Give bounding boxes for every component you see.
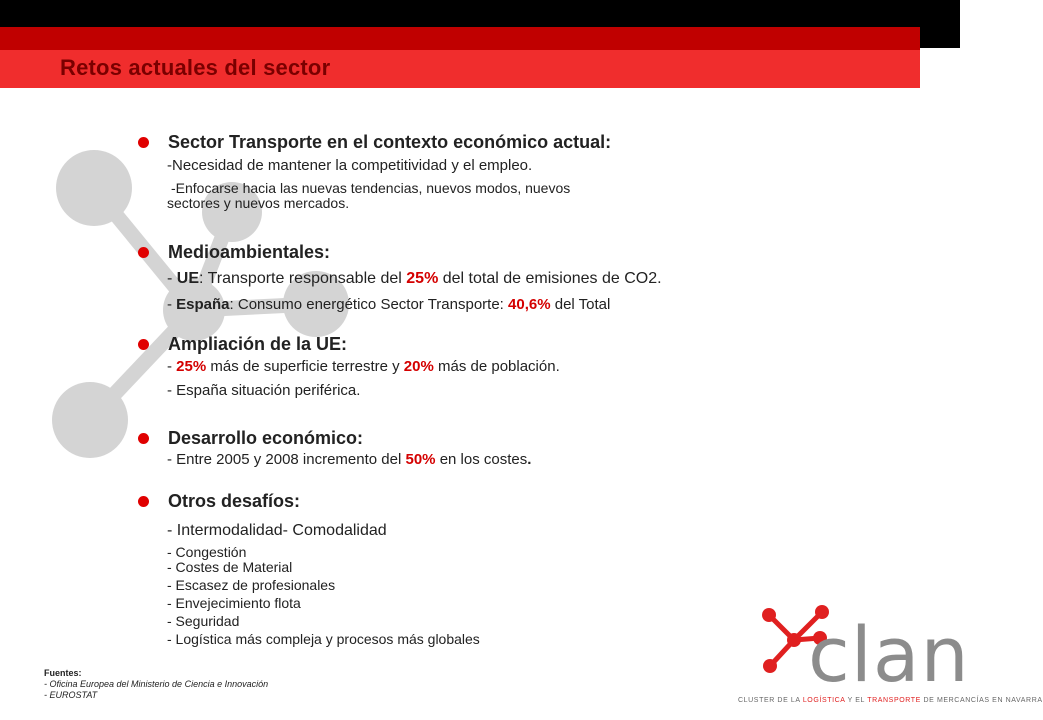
section-line: - España situación periférica. (167, 382, 361, 399)
bullet-icon (138, 433, 149, 444)
section-line: -Necesidad de mantener la competitividad y el empleo. (167, 157, 533, 174)
bullet-icon (138, 339, 149, 350)
challenge-item: - Costes de Material (167, 559, 293, 575)
eu-text: más de superficie terrestre y (210, 358, 400, 375)
ue-label: UE (176, 270, 200, 287)
logo-wordmark: clan (808, 610, 970, 699)
challenge-item: - Congestión (167, 544, 247, 560)
spain-text: : Consumo energético Sector Transporte: (229, 296, 504, 313)
challenge-item: - Logística más compleja y procesos más globales (167, 631, 480, 647)
section-line: -Enfocarse hacia las nuevas tendencias, nuevos modos, nuevos (171, 180, 571, 196)
section-heading: Sector Transporte en el contexto económico actual: (168, 132, 612, 152)
ue-text: Transporte responsable del (207, 270, 402, 287)
population-percent: 20% (403, 358, 434, 375)
challenge-item: - Seguridad (167, 613, 240, 629)
section-heading: Desarrollo económico: (168, 428, 364, 448)
ue-text: del total de emisiones de CO2. (442, 270, 662, 287)
challenge-item: - Intermodalidad- Comodalidad (167, 522, 387, 539)
challenge-item: - Escasez de profesionales (167, 577, 336, 593)
ue-percent: 25% (406, 270, 439, 287)
section-heading: Otros desafíos: (168, 491, 301, 511)
bullet-icon (138, 137, 149, 148)
bullet-icon (138, 247, 149, 258)
bullet-icon (138, 496, 149, 507)
source-item: - EUROSTAT (44, 690, 98, 700)
section-heading: Medioambientales: (168, 242, 331, 262)
eu-enlargement-line: - 25% más de superficie terrestre y 20% más de población. (167, 358, 560, 375)
spain-label: España (176, 296, 230, 313)
spain-energy-line: - España: Consumo energético Sector Transporte: 40,6% del Total (167, 296, 611, 313)
eu-text: más de población. (438, 358, 560, 375)
spain-text: del Total (554, 296, 611, 313)
logo-tagline: CLUSTER DE LA LOGÍSTICA Y EL TRANSPORTE DE MERCANCÍAS EN NAVARRA (738, 697, 1043, 704)
sources-note (44, 668, 268, 701)
section-line: sectores y nuevos mercados. (167, 195, 350, 211)
section-heading: Ampliación de la UE: (168, 334, 348, 354)
challenge-item: - Envejecimiento flota (167, 595, 301, 611)
slide-title: Retos actuales del sector (60, 55, 331, 80)
source-item: - Oficina Europea del Ministerio de Ciencia e Innovación (44, 679, 269, 689)
cost-text: en los costes (439, 451, 528, 468)
ue-emissions-line: - UE: Transporte responsable del 25% del total de emisiones de CO2. (167, 270, 662, 287)
surface-percent: 25% (176, 358, 207, 375)
spain-percent: 40,6% (508, 296, 551, 313)
cost-percent: 50% (405, 451, 436, 468)
sources-label: Fuentes: (44, 668, 82, 678)
cost-increase-line: - Entre 2005 y 2008 incremento del 50% en los costes. (167, 451, 532, 468)
cost-text: - Entre 2005 y 2008 incremento del (167, 451, 402, 468)
